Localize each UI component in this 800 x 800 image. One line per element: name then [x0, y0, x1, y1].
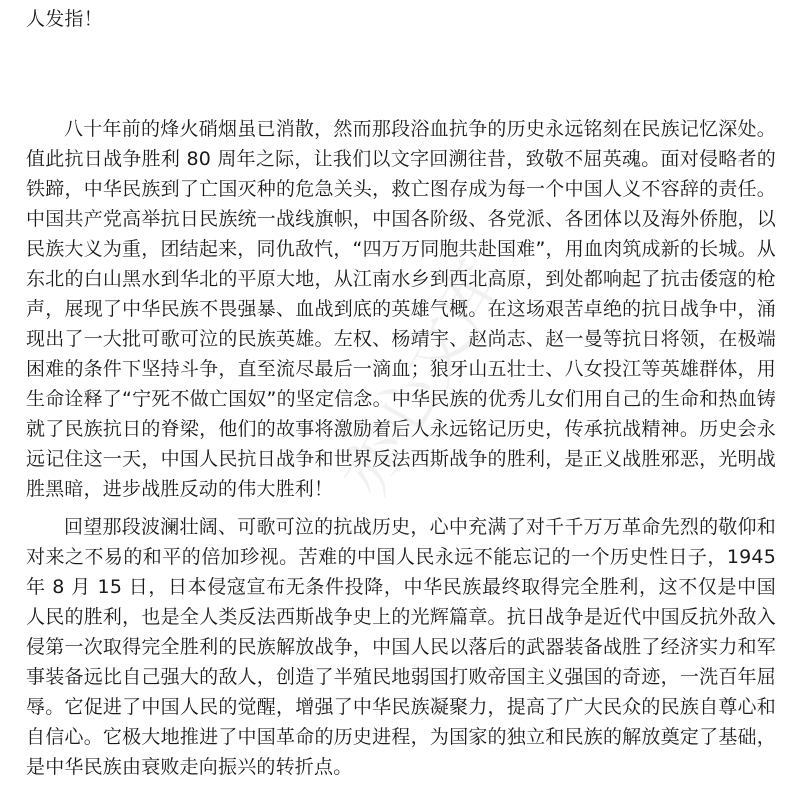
paragraph-continued-ending: 人发指！: [26, 8, 103, 30]
watermark-logo: 亦心文库: [327, 249, 520, 509]
paragraph-anniversary-remembrance: 八十年前的烽火硝烟虽已消散，然而那段浴血抗争的历史永远铭刻在民族记忆深处。值此抗日战争胜利 80 周年之际，让我们以文字回溯往昔，致敬不屈英魂。面对侵略者的铁蹄，中华民族到了亡国灭种的危急关头，救亡图存成为每一个中国人义不容辞的责任。中国共产党高举抗日民族统一战线旗帜，中国各阶级、各党派、各团体以及海外侨胞，以民族大义为重，团结起来，同仇敌忾，“四万万同胞共赴国难”，用血肉筑成新的长城。从东北的白山黑水到华北的平原大地，从江南水乡到西北高原，到处都响起了抗击倭寇的枪声，展现了中华民族不畏强暴、血战到底的英雄气概。在这场艰苦卓绝的抗日战争中，涌现出了一大批可歌可泣的民族英雄。左权、杨靖宇、赵尚志、赵一曼等抗日将领，在极端困难的条件下坚持斗争，直至流尽最后一滴血；狼牙山五壮士、八女投江等英雄群体，用生命诠释了“宁死不做亡国奴”的坚定信念。中华民族的优秀儿女们用自己的生命和热血铸就了民族抗日的脊梁，他们的故事将激励着后人永远铭记历史，传承抗战精神。历史会永远记住这一天，中国人民抗日战争和世界反法西斯战争的胜利，是正义战胜邪恶，光明战胜黑暗，进步战胜反动的伟大胜利！: [26, 118, 776, 500]
paragraph-victory-significance: 回望那段波澜壮阔、可歌可泣的抗战历史，心中充满了对千千万万革命先烈的敬仰和对来之不易的和平的倍加珍视。苦难的中国人民永远不能忘记的一个历史性日子，1945 年 8 月 15 日，日本侵寇宣布无条件投降，中华民族最终取得完全胜利，这不仅是中国人民的胜利，也是全人类反法西斯战争史上的光辉篇章。抗日战争是近代中国反抗外敌入侵第一次取得完全胜利的民族解放战争，中国人民以落后的武器装备战胜了经济实力和军事装备远比自己强大的敌人，创造了半殖民地弱国打败帝国主义强国的奇迹，一洗百年屈辱。它促进了中国人民的觉醒，增强了中华民族凝聚力，提高了广大民众的民族自尊心和自信心。它极大地推进了中国革命的历史进程，为国家的独立和民族的解放奠定了基础，是中华民族由衰败走向振兴的转折点。: [26, 516, 776, 778]
